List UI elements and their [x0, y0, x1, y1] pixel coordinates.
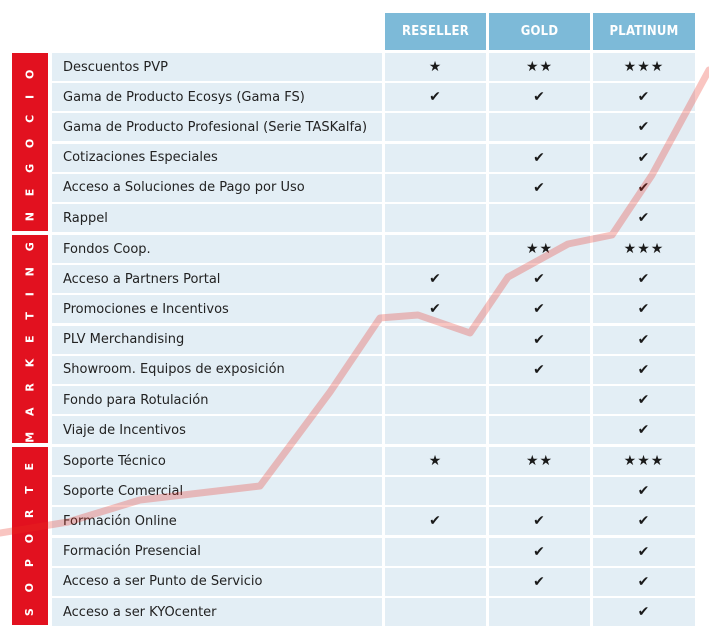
value-mark: ✔	[637, 331, 651, 348]
value-mark: ★★★	[623, 241, 665, 257]
value-mark: ✔	[637, 179, 651, 196]
value-mark: ✔	[533, 179, 546, 196]
value-cell-platinum	[593, 386, 695, 414]
row-label: Acceso a Partners Portal	[52, 265, 382, 293]
table-row	[52, 416, 695, 444]
value-cell-gold	[489, 174, 590, 202]
value-mark: ✔	[637, 89, 651, 106]
value-cell-reseller	[385, 507, 486, 535]
value-mark: ✔	[533, 513, 546, 530]
value-cell-reseller	[385, 83, 486, 111]
value-cell-platinum	[593, 598, 695, 626]
value-cell-platinum	[593, 477, 695, 505]
value-cell-reseller	[385, 144, 486, 172]
value-cell-gold	[489, 356, 590, 384]
table-row	[52, 144, 695, 172]
row-label: Gama de Producto Profesional (Serie TASKalfa)	[52, 113, 382, 141]
value-cell-reseller	[385, 386, 486, 414]
value-cell-reseller	[385, 265, 486, 293]
value-cell-reseller	[385, 113, 486, 141]
value-cell-platinum	[593, 447, 695, 475]
section-soporte-label: S O P O R T E	[23, 456, 37, 616]
row-label: Formación Online	[52, 507, 382, 535]
value-mark: ✔	[637, 271, 651, 288]
section-negocio-label: N E G O C I O	[23, 63, 37, 221]
value-cell-platinum	[593, 83, 695, 111]
value-mark: ✔	[533, 361, 546, 378]
value-cell-platinum	[593, 507, 695, 535]
column-header-gold: GOLD	[489, 13, 590, 50]
value-mark: ✔	[429, 271, 442, 288]
section-negocio-band	[12, 53, 48, 231]
value-cell-gold	[489, 53, 590, 81]
value-mark: ✔	[637, 604, 651, 620]
row-label: Acceso a Soluciones de Pago por Uso	[52, 174, 382, 202]
table-row	[52, 265, 695, 293]
value-cell-reseller	[385, 295, 486, 323]
value-cell-platinum	[593, 295, 695, 323]
row-label: Fondo para Rotulación	[52, 386, 382, 414]
table-row	[52, 326, 695, 354]
value-cell-reseller	[385, 356, 486, 384]
table-row	[52, 235, 695, 263]
table-row	[52, 83, 695, 111]
value-cell-gold	[489, 507, 590, 535]
table-row	[52, 598, 695, 626]
value-mark: ★★	[525, 59, 554, 75]
table-row	[52, 386, 695, 414]
value-cell-reseller	[385, 53, 486, 81]
value-mark: ✔	[637, 543, 651, 560]
table-row	[52, 295, 695, 323]
table-row	[52, 113, 695, 141]
value-cell-reseller	[385, 174, 486, 202]
value-mark: ✔	[429, 513, 442, 530]
value-cell-platinum	[593, 326, 695, 354]
value-cell-gold	[489, 113, 590, 141]
value-mark: ✔	[429, 301, 442, 318]
value-cell-gold	[489, 386, 590, 414]
value-cell-reseller	[385, 598, 486, 626]
value-mark: ✔	[533, 301, 546, 318]
value-mark: ✔	[637, 573, 651, 590]
value-mark: ★★	[525, 453, 554, 469]
row-label: Viaje de Incentivos	[52, 416, 382, 444]
value-cell-reseller	[385, 568, 486, 596]
row-label: Showroom. Equipos de exposición	[52, 356, 382, 384]
row-label: Fondos Coop.	[52, 235, 382, 263]
value-cell-gold	[489, 265, 590, 293]
table-row	[52, 204, 695, 232]
value-cell-platinum	[593, 174, 695, 202]
row-label: Promociones e Incentivos	[52, 295, 382, 323]
value-cell-platinum	[593, 53, 695, 81]
value-cell-gold	[489, 538, 590, 566]
value-cell-reseller	[385, 235, 486, 263]
value-mark: ★	[428, 453, 443, 469]
value-cell-platinum	[593, 113, 695, 141]
value-mark: ✔	[429, 89, 442, 106]
value-mark: ✔	[637, 210, 651, 226]
value-mark: ✔	[533, 331, 546, 348]
value-mark: ✔	[533, 573, 546, 590]
row-label: Acceso a ser Punto de Servicio	[52, 568, 382, 596]
table-row	[52, 174, 695, 202]
value-mark: ✔	[637, 483, 651, 500]
row-label: Formación Presencial	[52, 538, 382, 566]
value-mark: ★★★	[623, 453, 665, 469]
value-cell-platinum	[593, 204, 695, 232]
value-cell-gold	[489, 447, 590, 475]
table-row	[52, 568, 695, 596]
value-cell-reseller	[385, 204, 486, 232]
value-mark: ✔	[637, 361, 651, 378]
value-cell-platinum	[593, 568, 695, 596]
column-header-reseller: RESELLER	[385, 13, 486, 50]
row-label: Soporte Comercial	[52, 477, 382, 505]
section-marketing-label: M A R K E T I N G	[23, 235, 37, 443]
table-row	[52, 538, 695, 566]
value-mark: ✔	[637, 392, 651, 408]
value-cell-gold	[489, 295, 590, 323]
value-mark: ✔	[533, 89, 546, 106]
row-label: Rappel	[52, 204, 382, 232]
value-cell-gold	[489, 144, 590, 172]
row-label: Cotizaciones Especiales	[52, 144, 382, 172]
value-cell-gold	[489, 598, 590, 626]
value-mark: ★★	[525, 241, 554, 257]
value-cell-gold	[489, 326, 590, 354]
value-cell-gold	[489, 416, 590, 444]
value-mark: ✔	[637, 149, 651, 166]
value-mark: ✔	[533, 543, 546, 560]
value-cell-gold	[489, 83, 590, 111]
value-mark: ✔	[637, 301, 651, 318]
section-soporte-band	[12, 447, 48, 625]
table-row	[52, 477, 695, 505]
row-label: Soporte Técnico	[52, 447, 382, 475]
value-cell-gold	[489, 204, 590, 232]
value-cell-platinum	[593, 356, 695, 384]
row-label: Acceso a ser KYOcenter	[52, 598, 382, 626]
section-marketing-band	[12, 235, 48, 443]
table-row	[52, 356, 695, 384]
value-cell-platinum	[593, 235, 695, 263]
value-cell-reseller	[385, 447, 486, 475]
value-cell-gold	[489, 568, 590, 596]
value-cell-reseller	[385, 416, 486, 444]
column-header-platinum: PLATINUM	[593, 13, 695, 50]
value-cell-platinum	[593, 416, 695, 444]
value-mark: ✔	[637, 422, 651, 439]
value-mark: ★★★	[623, 59, 665, 75]
value-cell-gold	[489, 235, 590, 263]
value-mark: ✔	[637, 119, 651, 136]
value-cell-platinum	[593, 265, 695, 293]
value-cell-reseller	[385, 326, 486, 354]
value-mark: ✔	[533, 149, 546, 166]
value-cell-gold	[489, 477, 590, 505]
value-mark: ★	[428, 59, 443, 75]
table-row	[52, 507, 695, 535]
value-cell-platinum	[593, 144, 695, 172]
table-row	[52, 53, 695, 81]
row-label: Descuentos PVP	[52, 53, 382, 81]
value-cell-platinum	[593, 538, 695, 566]
table-row	[52, 447, 695, 475]
value-cell-reseller	[385, 538, 486, 566]
row-label: PLV Merchandising	[52, 326, 382, 354]
value-mark: ✔	[637, 513, 651, 530]
value-mark: ✔	[533, 271, 546, 288]
value-cell-reseller	[385, 477, 486, 505]
row-label: Gama de Producto Ecosys (Gama FS)	[52, 83, 382, 111]
